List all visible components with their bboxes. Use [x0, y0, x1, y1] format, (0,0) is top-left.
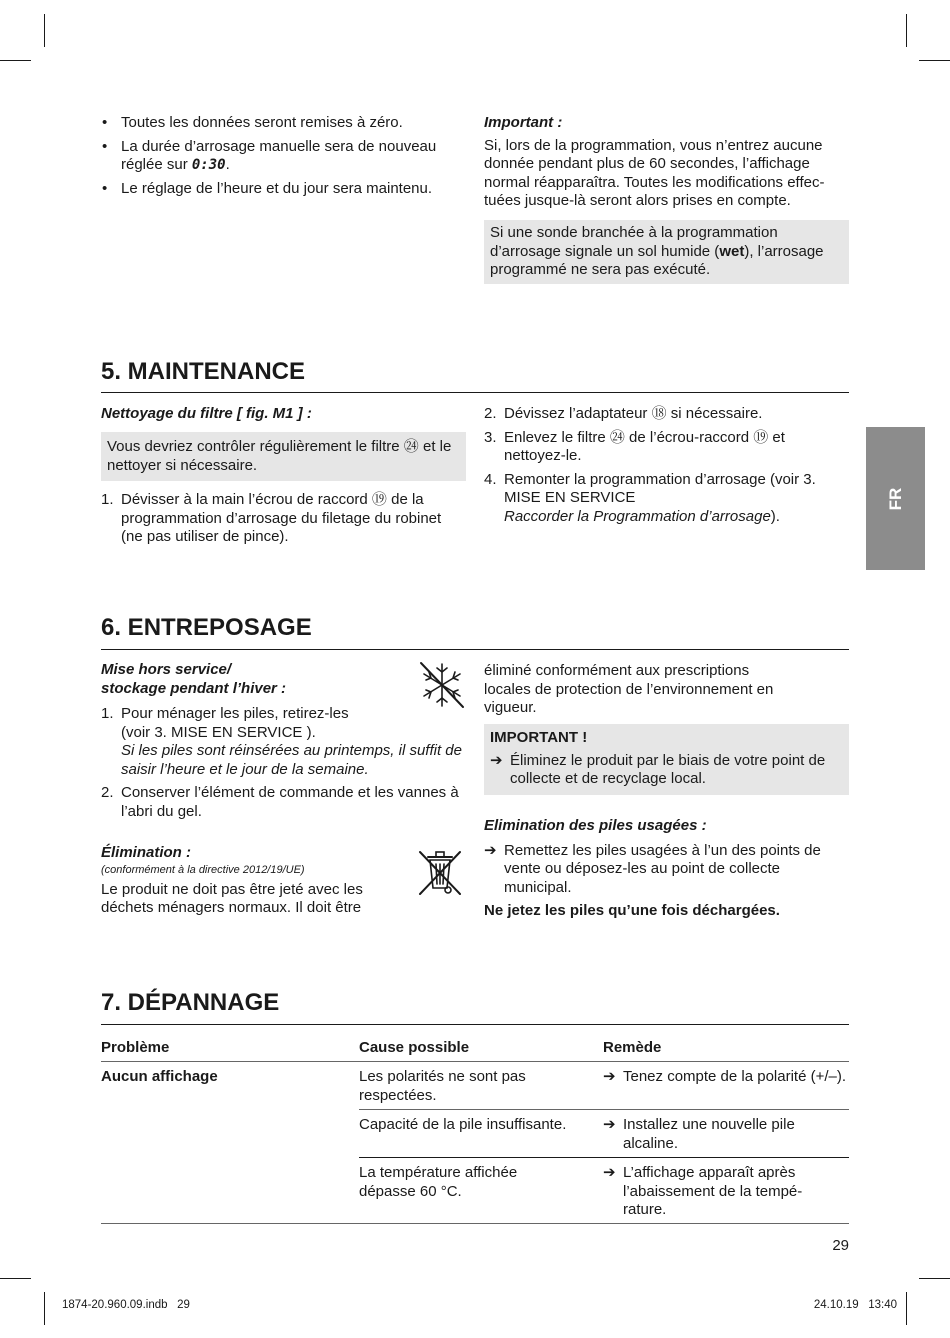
crop-mark [906, 14, 907, 47]
maintenance-steps-left [101, 491, 466, 552]
important-title: Important : [484, 114, 563, 131]
filter-subtitle: Nettoyage du filtre [ fig. M1 ] : [101, 405, 312, 422]
section-rule [101, 1024, 849, 1025]
troubleshooting-table [101, 1039, 849, 1061]
list-item: • Le réglage de l’heure et du jour sera maintenu. [101, 180, 466, 199]
list-item: • La durée d’arrosage manuelle sera de nouveau réglée sur 0:30. [101, 138, 466, 175]
table-rule [101, 1061, 849, 1062]
arrow-icon: ➔ [484, 841, 497, 859]
intro-important [484, 114, 849, 211]
winter-title: Mise hors service/ stockage pendant l’hiver : [101, 661, 287, 697]
crossed-bin-icon [414, 846, 466, 898]
important-text: Si, lors de la programmation, vous n’entrez aucune donnée pendant plus de 60 secondes, l’affichage normal réapparaîtra. Toutes les modifications effec-tuées jusque-là seront alors prises en compte. [484, 136, 825, 209]
important-box [484, 724, 849, 795]
remedy-cell: ➔ Tenez compte de la polarité (+/–). [603, 1068, 847, 1085]
sensor-note-box: Si une sonde branchée à la programmation d’arrosage signale un sol humide (wet), l’arrosage programmé ne sera pas exécuté. [484, 220, 849, 284]
problem-cell: Aucun affichage [101, 1068, 218, 1085]
list-item: 1. Dévisser à la main l’écrou de raccord ⑲ de la programmation d’arrosage du filetage du robinet (ne pas utiliser de pince). [101, 491, 442, 545]
list-item: 1. Pour ménager les piles, retirez-les (voir 3. MISE EN SERVICE ). Si les piles sont réinsérées au printemps, il suffit de saisir l’heure et le jour de la semaine. [101, 705, 462, 778]
arrow-icon: ➔ [603, 1116, 616, 1133]
crop-mark [44, 14, 45, 47]
crop-mark [906, 1292, 907, 1325]
frost-protection-icon [418, 660, 466, 710]
cause-cell: La température affichée dépasse 60 °C. [359, 1164, 518, 1200]
page-number: 29 [832, 1237, 849, 1254]
important-box-title: IMPORTANT ! [490, 729, 588, 746]
section-heading-storage: 6. ENTREPOSAGE [101, 614, 312, 641]
remedy-cell: ➔ L’affichage apparaît après l’abaissement de la tempé-rature. [603, 1164, 803, 1218]
arrow-icon: ➔ [490, 751, 503, 769]
batteries-warning: Ne jetez les piles qu’une fois déchargées. [484, 902, 780, 919]
storage-steps [101, 705, 471, 826]
language-tab: FR [866, 427, 925, 570]
list-item: 2. Dévissez l’adaptateur ⑱ si nécessaire. [484, 405, 763, 422]
table-rule [359, 1157, 849, 1158]
crop-mark [919, 60, 950, 61]
intro-bullets [101, 114, 466, 203]
cause-cell: Les polarités ne sont pas respectées. [359, 1068, 526, 1104]
section-heading-maintenance: 5. MAINTENANCE [101, 358, 306, 385]
table-header [101, 1039, 849, 1061]
footer-timestamp: 24.10.19 13:40 [813, 1299, 897, 1311]
elimination-title: Élimination : [101, 844, 191, 861]
elimination-note: (conformément à la directive 2012/19/UE) [101, 863, 305, 876]
arrow-icon: ➔ [603, 1164, 616, 1181]
table-row [359, 1164, 849, 1220]
elimination-block [101, 844, 401, 918]
maintenance-steps-right [484, 405, 849, 531]
lcd-value: 0:30 [191, 157, 226, 173]
batteries-title: Elimination des piles usagées : [484, 817, 707, 834]
arrow-icon: ➔ [603, 1068, 616, 1085]
batteries-item: ➔ Remettez les piles usagées à l’un des points de vente ou déposez-les au point de collecte municipal. [484, 841, 821, 896]
footer-file: 1874-20.960.09.indb 29 [62, 1299, 190, 1311]
list-item: • Toutes les données seront remises à zéro. [101, 114, 466, 133]
table-row [359, 1068, 849, 1104]
column-header-cause: Cause possible [359, 1039, 470, 1056]
section-heading-troubleshooting: 7. DÉPANNAGE [101, 989, 280, 1016]
table-row [359, 1116, 849, 1153]
batteries-block [484, 817, 849, 921]
crop-mark [44, 1292, 45, 1325]
important-box-item: ➔ Éliminez le produit par le biais de votre point de collecte et de recyclage local. [490, 751, 826, 787]
crop-mark [919, 1278, 950, 1279]
cause-cell: Capacité de la pile insuffisante. [359, 1116, 567, 1133]
remedy-cell: ➔ Installez une nouvelle pile alcaline. [603, 1116, 795, 1152]
column-header-remedy: Remède [603, 1039, 662, 1056]
list-item: 3. Enlevez le filtre ㉔ de l’écrou-raccord ⑲ et nettoyez-le. [484, 428, 785, 464]
crop-mark [0, 1278, 31, 1279]
elimination-continued: éliminé conformément aux prescriptions locales de protection de l’environnement en vigueur. [484, 662, 774, 716]
column-header-problem: Problème [101, 1039, 170, 1056]
crop-mark [0, 60, 31, 61]
elimination-text: Le produit ne doit pas être jeté avec les déchets ménagers normaux. Il doit être [101, 880, 363, 916]
filter-note-box: Vous devriez contrôler régulièrement le filtre ㉔ et le nettoyer si nécessaire. [101, 432, 466, 481]
section-rule [101, 649, 849, 650]
table-rule [359, 1109, 849, 1110]
section-rule [101, 392, 849, 393]
table-rule [101, 1223, 849, 1224]
list-item: 2. Conserver l’élément de commande et les vannes à l’abri du gel. [101, 784, 459, 820]
list-item: 4. Remonter la programmation d’arrosage (voir 3. MISE EN SERVICE Raccorder la Programmation d’arrosage). [484, 470, 816, 525]
